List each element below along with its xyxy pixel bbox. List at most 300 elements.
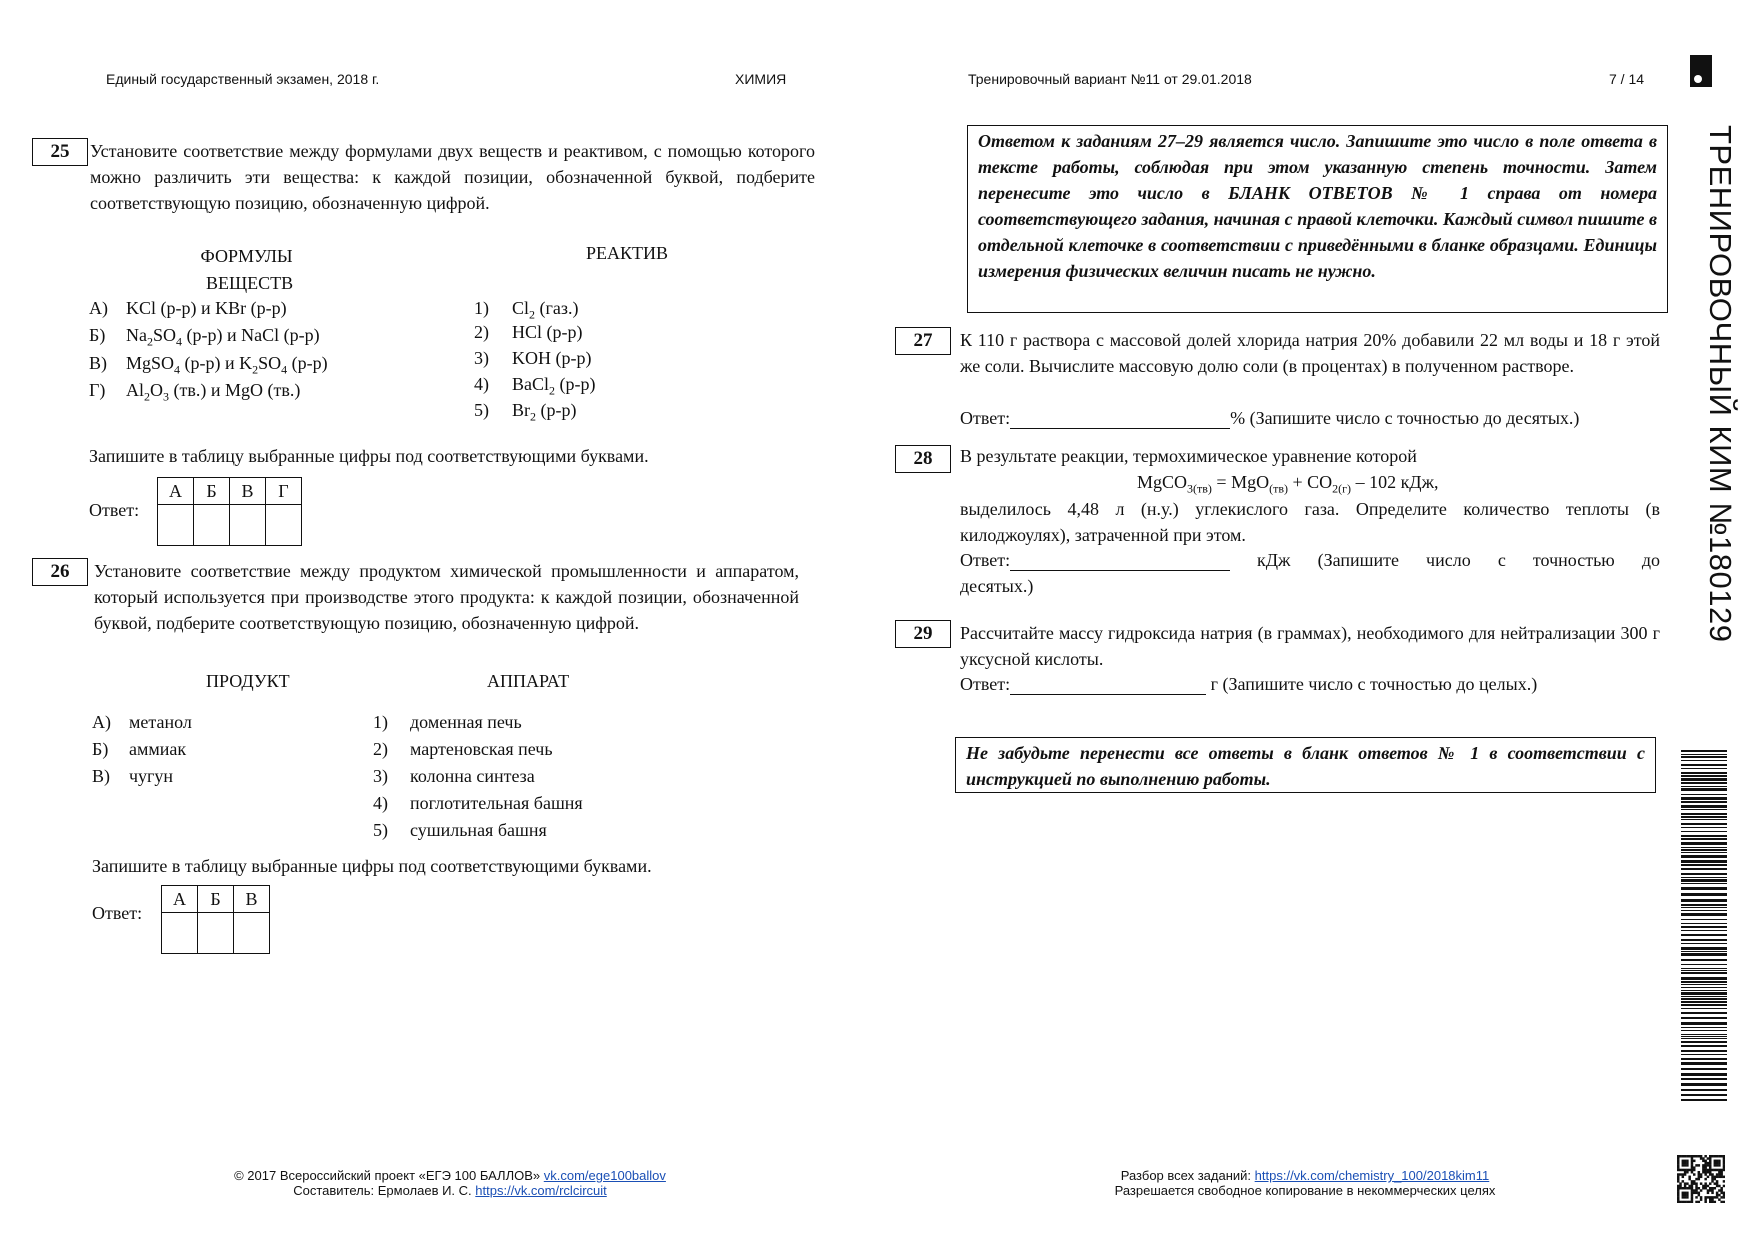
qr-module bbox=[1682, 1155, 1684, 1157]
list-item: 2) HCl (р-р) bbox=[474, 322, 583, 342]
barcode-bar bbox=[1681, 797, 1727, 800]
qr-module bbox=[1682, 1192, 1684, 1194]
qr-module bbox=[1716, 1192, 1718, 1194]
barcode-bar bbox=[1681, 996, 1727, 997]
barcode-bar bbox=[1681, 768, 1727, 769]
barcode-bar bbox=[1681, 801, 1727, 803]
barcode-bar bbox=[1681, 835, 1727, 837]
qr-module bbox=[1691, 1196, 1693, 1198]
qr-module bbox=[1698, 1171, 1700, 1173]
task-29-text: Рассчитайте массу гидроксида натрия (в граммах), необходимого для нейтрализации 300 г уксусной кислоты. bbox=[960, 623, 1660, 669]
qr-module bbox=[1702, 1157, 1704, 1159]
qr-module bbox=[1684, 1171, 1686, 1173]
barcode-bar bbox=[1681, 827, 1727, 828]
qr-module bbox=[1720, 1176, 1722, 1178]
qr-module bbox=[1707, 1185, 1709, 1187]
qr-module bbox=[1684, 1169, 1686, 1171]
qr-module bbox=[1677, 1180, 1679, 1182]
qr-module bbox=[1684, 1196, 1686, 1198]
qr-module bbox=[1698, 1201, 1700, 1203]
task-25-text: Установите соответствие между формулами двух веществ и реактивом, с помощью которого можно различить эти вещества: к каждой позиции, обозначенной буквой, подберите соответствующую позицию, обозначенную цифрой. bbox=[90, 141, 815, 213]
barcode-bar bbox=[1681, 816, 1727, 818]
side-title: ТРЕНИРОВОЧНЫЙ КИМ №180129 bbox=[1703, 125, 1738, 643]
qr-module bbox=[1677, 1196, 1679, 1198]
qr-module bbox=[1704, 1201, 1706, 1203]
qr-module bbox=[1695, 1192, 1697, 1194]
qr-module bbox=[1709, 1198, 1711, 1200]
qr-module bbox=[1691, 1169, 1693, 1171]
qr-module bbox=[1709, 1166, 1711, 1168]
qr-module bbox=[1686, 1182, 1688, 1184]
barcode-bar bbox=[1681, 959, 1727, 961]
barcode-bar bbox=[1681, 1073, 1727, 1076]
task-27-text: К 110 г раствора с массовой долей хлорида натрия 20% добавили 22 мл воды и 18 г этой же соли. Вычислите массовую долю соли (в процентах) в полученном растворе. bbox=[960, 330, 1660, 376]
answer-field[interactable] bbox=[1010, 550, 1230, 571]
barcode-bar bbox=[1681, 1078, 1727, 1080]
qr-module bbox=[1700, 1176, 1702, 1178]
barcode-bar bbox=[1681, 883, 1727, 884]
qr-module bbox=[1682, 1196, 1684, 1198]
barcode-bar bbox=[1681, 756, 1727, 758]
barcode-bar bbox=[1681, 838, 1727, 840]
qr-module bbox=[1677, 1201, 1679, 1203]
qr-module bbox=[1682, 1169, 1684, 1171]
qr-module bbox=[1707, 1157, 1709, 1159]
qr-module bbox=[1688, 1176, 1690, 1178]
barcode-bar bbox=[1681, 947, 1727, 950]
qr-module bbox=[1677, 1185, 1679, 1187]
barcode-bar bbox=[1681, 819, 1727, 820]
task-26-instruction: Запишите в таблицу выбранные цифры под соответствующими буквами. bbox=[92, 856, 652, 876]
table-header: А bbox=[162, 886, 198, 913]
qr-module bbox=[1723, 1155, 1725, 1157]
qr-module bbox=[1702, 1166, 1704, 1168]
barcode-bar bbox=[1681, 984, 1727, 985]
barcode-bar bbox=[1681, 786, 1727, 787]
qr-module bbox=[1693, 1180, 1695, 1182]
barcode-bar bbox=[1681, 964, 1727, 965]
qr-module bbox=[1700, 1173, 1702, 1175]
qr-module bbox=[1686, 1160, 1688, 1162]
qr-module bbox=[1693, 1160, 1695, 1162]
answer-label: Ответ: bbox=[960, 408, 1011, 428]
qr-module bbox=[1693, 1173, 1695, 1175]
qr-module bbox=[1684, 1182, 1686, 1184]
barcode-bar bbox=[1681, 860, 1727, 863]
barcode-bar bbox=[1681, 813, 1727, 815]
barcode-bar bbox=[1681, 1068, 1727, 1070]
barcode-bar bbox=[1681, 887, 1727, 890]
barcode-bar bbox=[1681, 919, 1727, 920]
task-28-answer bbox=[960, 550, 1660, 571]
qr-module bbox=[1704, 1166, 1706, 1168]
list-item: 2) мартеновская печь bbox=[373, 739, 553, 759]
task-26-answer-label: Ответ: bbox=[92, 903, 143, 923]
qr-module bbox=[1714, 1176, 1716, 1178]
qr-module bbox=[1716, 1196, 1718, 1198]
qr-module bbox=[1691, 1182, 1693, 1184]
barcode-bar bbox=[1681, 831, 1727, 832]
header-variant: Тренировочный вариант №11 от 29.01.2018 bbox=[968, 71, 1252, 87]
qr-module bbox=[1677, 1187, 1679, 1189]
qr-module bbox=[1693, 1166, 1695, 1168]
qr-module bbox=[1704, 1178, 1706, 1180]
qr-module bbox=[1700, 1155, 1702, 1157]
qr-module bbox=[1682, 1173, 1684, 1175]
barcode-bar bbox=[1681, 775, 1727, 777]
qr-module bbox=[1709, 1189, 1711, 1191]
qr-module bbox=[1707, 1189, 1709, 1191]
qr-module bbox=[1716, 1182, 1718, 1184]
barcode-bar bbox=[1681, 1083, 1727, 1086]
task-28-equation: MgCO$_{3(тв)}$ = $MgO_{(тв)} + CO_{2(г)} - 102$ кДж, bbox=[1137, 472, 1439, 496]
qr-module bbox=[1720, 1201, 1722, 1203]
barcode-bar bbox=[1681, 782, 1727, 784]
barcode-bar bbox=[1681, 968, 1727, 969]
list-item: 1) $Cl_2$ (газ.) bbox=[474, 298, 579, 322]
qr-module bbox=[1695, 1155, 1697, 1157]
barcode-bar bbox=[1681, 953, 1727, 956]
header-subject: ХИМИЯ bbox=[735, 71, 787, 87]
list-item: Б) аммиак bbox=[92, 739, 187, 759]
qr-module bbox=[1679, 1182, 1681, 1184]
answer-label: Ответ: bbox=[960, 674, 1011, 694]
list-item: 3) колонна синтеза bbox=[373, 766, 535, 786]
qr-module bbox=[1691, 1164, 1693, 1166]
qr-module bbox=[1709, 1187, 1711, 1189]
qr-module bbox=[1723, 1157, 1725, 1159]
qr-module bbox=[1695, 1182, 1697, 1184]
qr-module bbox=[1720, 1155, 1722, 1157]
barcode-bar bbox=[1681, 1001, 1727, 1003]
barcode-bar bbox=[1681, 1034, 1727, 1035]
qr-module bbox=[1691, 1166, 1693, 1168]
reminder-note: Не забудьте перенести все ответы в бланк ответов № 1 в соответствии с инструкцией по выполнению работы. bbox=[955, 737, 1656, 793]
qr-code-icon bbox=[1677, 1155, 1725, 1203]
barcode-bar bbox=[1681, 868, 1727, 870]
answer-cell[interactable] bbox=[194, 505, 230, 546]
qr-module bbox=[1714, 1196, 1716, 1198]
qr-module bbox=[1691, 1192, 1693, 1194]
barcode-bar bbox=[1681, 788, 1727, 791]
answer-cell[interactable] bbox=[234, 913, 270, 954]
qr-module bbox=[1695, 1189, 1697, 1191]
qr-module bbox=[1718, 1155, 1720, 1157]
qr-module bbox=[1702, 1171, 1704, 1173]
qr-module bbox=[1693, 1155, 1695, 1157]
barcode-bar bbox=[1681, 913, 1727, 916]
qr-module bbox=[1698, 1194, 1700, 1196]
qr-module bbox=[1709, 1196, 1711, 1198]
qr-module bbox=[1677, 1173, 1679, 1175]
qr-module bbox=[1718, 1164, 1720, 1166]
qr-module bbox=[1700, 1189, 1702, 1191]
barcode-bar bbox=[1681, 1022, 1727, 1025]
qr-module bbox=[1711, 1169, 1713, 1171]
qr-module bbox=[1723, 1176, 1725, 1178]
qr-module bbox=[1702, 1160, 1704, 1162]
task-28-text-after: выделилось 4,48 л (н.у.) углекислого газа. Определите количество теплоты (в килоджоулях), затраченной при этом. bbox=[960, 499, 1660, 545]
qr-module bbox=[1691, 1201, 1693, 1203]
qr-module bbox=[1684, 1185, 1686, 1187]
barcode-bar bbox=[1681, 987, 1727, 988]
barcode-bar bbox=[1681, 805, 1727, 808]
qr-module bbox=[1686, 1162, 1688, 1164]
answer-cell[interactable] bbox=[158, 505, 194, 546]
qr-module bbox=[1684, 1173, 1686, 1175]
qr-module bbox=[1723, 1162, 1725, 1164]
task-25-answer-label: Ответ: bbox=[89, 500, 140, 520]
barcode-icon bbox=[1681, 750, 1727, 1102]
qr-module bbox=[1716, 1155, 1718, 1157]
qr-module bbox=[1698, 1173, 1700, 1175]
answer-cell[interactable] bbox=[198, 913, 234, 954]
answer-cell[interactable] bbox=[230, 505, 266, 546]
header-page-number: 7 / 14 bbox=[1609, 71, 1645, 87]
qr-module bbox=[1709, 1160, 1711, 1162]
barcode-bar bbox=[1681, 910, 1727, 911]
barcode-bar bbox=[1681, 926, 1727, 928]
qr-module bbox=[1709, 1169, 1711, 1171]
answer-cell[interactable] bbox=[162, 913, 198, 954]
list-item: 4) поглотительная башня bbox=[373, 793, 583, 813]
qr-module bbox=[1718, 1162, 1720, 1164]
qr-module bbox=[1695, 1201, 1697, 1203]
task-27-answer bbox=[960, 408, 1579, 429]
qr-module bbox=[1700, 1182, 1702, 1184]
qr-module bbox=[1711, 1189, 1713, 1191]
qr-module bbox=[1709, 1155, 1711, 1157]
qr-module bbox=[1707, 1164, 1709, 1166]
barcode-bar bbox=[1681, 1045, 1727, 1047]
qr-module bbox=[1704, 1155, 1706, 1157]
list-item: 5) сушильная башня bbox=[373, 820, 547, 840]
qr-module bbox=[1704, 1198, 1706, 1200]
qr-module bbox=[1718, 1185, 1720, 1187]
task-26-answer-table bbox=[161, 885, 270, 954]
qr-module bbox=[1716, 1180, 1718, 1182]
barcode-bar bbox=[1681, 939, 1727, 941]
qr-module bbox=[1720, 1171, 1722, 1173]
qr-module bbox=[1707, 1171, 1709, 1173]
qr-module bbox=[1698, 1187, 1700, 1189]
qr-module bbox=[1723, 1169, 1725, 1171]
qr-module bbox=[1718, 1169, 1720, 1171]
qr-module bbox=[1695, 1196, 1697, 1198]
qr-module bbox=[1682, 1201, 1684, 1203]
qr-module bbox=[1718, 1194, 1720, 1196]
qr-module bbox=[1714, 1169, 1716, 1171]
qr-module bbox=[1695, 1164, 1697, 1166]
qr-module bbox=[1723, 1194, 1725, 1196]
qr-module bbox=[1723, 1180, 1725, 1182]
qr-module bbox=[1704, 1187, 1706, 1189]
qr-module bbox=[1709, 1173, 1711, 1175]
list-item: 1) доменная печь bbox=[373, 712, 522, 732]
barcode-bar bbox=[1681, 990, 1727, 991]
qr-module bbox=[1677, 1160, 1679, 1162]
barcode-bar bbox=[1681, 754, 1727, 755]
list-item: А) метанол bbox=[92, 712, 192, 732]
barcode-bar bbox=[1681, 904, 1727, 906]
qr-module bbox=[1684, 1160, 1686, 1162]
qr-module bbox=[1723, 1164, 1725, 1166]
qr-module bbox=[1702, 1169, 1704, 1171]
answer-hint: % (Запишите число с точностью до десятых.) bbox=[1230, 408, 1580, 428]
qr-module bbox=[1686, 1196, 1688, 1198]
qr-module bbox=[1700, 1198, 1702, 1200]
barcode-bar bbox=[1681, 764, 1727, 766]
footer-link-author[interactable]: https://vk.com/rclcircuit bbox=[475, 1183, 607, 1198]
qr-module bbox=[1716, 1194, 1718, 1196]
barcode-bar bbox=[1681, 847, 1727, 848]
qr-module bbox=[1720, 1169, 1722, 1171]
qr-module bbox=[1682, 1164, 1684, 1166]
qr-module bbox=[1682, 1162, 1684, 1164]
qr-module bbox=[1714, 1187, 1716, 1189]
qr-module bbox=[1693, 1169, 1695, 1171]
qr-module bbox=[1684, 1187, 1686, 1189]
qr-module bbox=[1677, 1169, 1679, 1171]
qr-module bbox=[1677, 1157, 1679, 1159]
barcode-bar bbox=[1681, 1036, 1727, 1037]
barcode-bar bbox=[1681, 1062, 1727, 1065]
qr-module bbox=[1698, 1178, 1700, 1180]
task-28-text-before: В результате реакции, термохимическое уравнение которой bbox=[960, 446, 1417, 466]
qr-module bbox=[1688, 1201, 1690, 1203]
barcode-bar bbox=[1681, 970, 1727, 971]
qr-module bbox=[1688, 1178, 1690, 1180]
barcode-bar bbox=[1681, 1054, 1727, 1055]
footer-link-analysis[interactable]: https://vk.com/chemistry_100/2018kim11 bbox=[1254, 1168, 1490, 1183]
qr-module bbox=[1707, 1192, 1709, 1194]
task-number-27: 27 bbox=[895, 327, 951, 355]
qr-module bbox=[1691, 1160, 1693, 1162]
qr-module bbox=[1682, 1176, 1684, 1178]
qr-module bbox=[1704, 1173, 1706, 1175]
barcode-bar bbox=[1681, 899, 1727, 902]
qr-module bbox=[1684, 1164, 1686, 1166]
qr-module bbox=[1682, 1194, 1684, 1196]
qr-module bbox=[1688, 1169, 1690, 1171]
barcode-bar bbox=[1681, 1004, 1727, 1006]
answer-field[interactable] bbox=[1010, 674, 1206, 695]
barcode-bar bbox=[1681, 794, 1727, 795]
barcode-bar bbox=[1681, 992, 1727, 995]
qr-module bbox=[1677, 1189, 1679, 1191]
qr-module bbox=[1677, 1162, 1679, 1164]
header-exam-title: Единый государственный экзамен, 2018 г. bbox=[106, 71, 380, 87]
qr-module bbox=[1711, 1176, 1713, 1178]
barcode-bar bbox=[1681, 951, 1727, 952]
task-number-25: 25 bbox=[32, 138, 88, 166]
task-29-answer bbox=[960, 674, 1537, 695]
qr-module bbox=[1700, 1196, 1702, 1198]
qr-module bbox=[1711, 1155, 1713, 1157]
task-25-instruction: Запишите в таблицу выбранные цифры под соответствующими буквами. bbox=[89, 446, 649, 466]
barcode-bar bbox=[1681, 981, 1727, 983]
barcode-bar bbox=[1681, 923, 1727, 924]
qr-module bbox=[1688, 1185, 1690, 1187]
barcode-bar bbox=[1681, 1058, 1727, 1060]
qr-module bbox=[1677, 1176, 1679, 1178]
barcode-bar bbox=[1681, 934, 1727, 936]
table-header: В bbox=[230, 478, 266, 505]
qr-module bbox=[1691, 1185, 1693, 1187]
qr-module bbox=[1711, 1196, 1713, 1198]
answer-cell[interactable] bbox=[266, 505, 302, 546]
list-item: 3) KOH (р-р) bbox=[474, 348, 592, 368]
qr-module bbox=[1716, 1185, 1718, 1187]
list-item: 4) BaCl$_2$ (р-р) bbox=[474, 374, 596, 398]
barcode-bar bbox=[1681, 879, 1727, 882]
qr-module bbox=[1718, 1189, 1720, 1191]
qr-module bbox=[1698, 1192, 1700, 1194]
task-number-29: 29 bbox=[895, 620, 951, 648]
qr-module bbox=[1700, 1157, 1702, 1159]
task-25-answer-table bbox=[157, 477, 302, 546]
task-26-col1-header: ПРОДУКТ bbox=[206, 671, 290, 691]
qr-module bbox=[1716, 1164, 1718, 1166]
barcode-bar bbox=[1681, 1099, 1727, 1101]
instruction-note-27-29: Ответом к заданиям 27–29 является число. Запишите это число в поле ответа в тексте работы, соблюдая при этом указанную степень точности. Затем перенесите это число в БЛАНК ОТВЕТОВ № 1 справа от номера соответствующего задания, начиная с правой клеточки. Каждый символ пишите в отдельной клеточке в соответствии с приведёнными в бланке образцами. Единицы измерения физических величин писать не нужно. bbox=[967, 125, 1668, 313]
qr-module bbox=[1714, 1201, 1716, 1203]
qr-module bbox=[1691, 1189, 1693, 1191]
qr-module bbox=[1686, 1187, 1688, 1189]
barcode-bar bbox=[1681, 864, 1727, 866]
barcode-bar bbox=[1681, 1038, 1727, 1039]
qr-module bbox=[1723, 1201, 1725, 1203]
answer-label: Ответ: bbox=[960, 550, 1011, 570]
qr-module bbox=[1686, 1194, 1688, 1196]
list-item: 5) $Br_2$ (р-р) bbox=[474, 400, 577, 424]
corner-marker-icon bbox=[1690, 55, 1712, 87]
qr-module bbox=[1679, 1185, 1681, 1187]
qr-module bbox=[1693, 1192, 1695, 1194]
qr-module bbox=[1711, 1173, 1713, 1175]
qr-module bbox=[1679, 1187, 1681, 1189]
task-number-26: 26 bbox=[32, 558, 88, 586]
barcode-bar bbox=[1681, 1041, 1727, 1043]
qr-module bbox=[1704, 1196, 1706, 1198]
qr-module bbox=[1714, 1162, 1716, 1164]
qr-module bbox=[1688, 1155, 1690, 1157]
qr-module bbox=[1684, 1155, 1686, 1157]
qr-module bbox=[1691, 1155, 1693, 1157]
qr-module bbox=[1716, 1173, 1718, 1175]
qr-module bbox=[1684, 1162, 1686, 1164]
barcode-bar bbox=[1681, 893, 1727, 896]
list-item: Г) $Al_2O_3$ (тв.) и MgO (тв.) bbox=[89, 380, 301, 404]
qr-module bbox=[1704, 1185, 1706, 1187]
qr-module bbox=[1718, 1198, 1720, 1200]
footer-link-vk-ege100[interactable]: vk.com/ege100ballov bbox=[543, 1168, 666, 1183]
qr-module bbox=[1695, 1187, 1697, 1189]
footer-right: Разбор всех заданий: https://vk.com/chemistry_100/2018kim11 Разрешается свободное копирование в некоммерческих целях bbox=[1114, 1168, 1496, 1198]
barcode-bar bbox=[1681, 998, 1727, 1000]
task-26-text: Установите соответствие между продуктом химической промышленности и аппаратом, который используется при производстве этого продукта: к каждой позиции, обозначенной буквой, подберите соответствующую позицию, обозначенную цифрой. bbox=[94, 561, 799, 633]
qr-module bbox=[1720, 1196, 1722, 1198]
barcode-bar bbox=[1681, 1050, 1727, 1052]
qr-module bbox=[1677, 1198, 1679, 1200]
qr-module bbox=[1698, 1155, 1700, 1157]
answer-field[interactable] bbox=[1010, 408, 1230, 429]
qr-module bbox=[1677, 1194, 1679, 1196]
qr-module bbox=[1707, 1162, 1709, 1164]
qr-module bbox=[1684, 1192, 1686, 1194]
barcode-bar bbox=[1681, 877, 1727, 878]
list-item: А) KCl (р-р) и KBr (р-р) bbox=[89, 298, 287, 318]
